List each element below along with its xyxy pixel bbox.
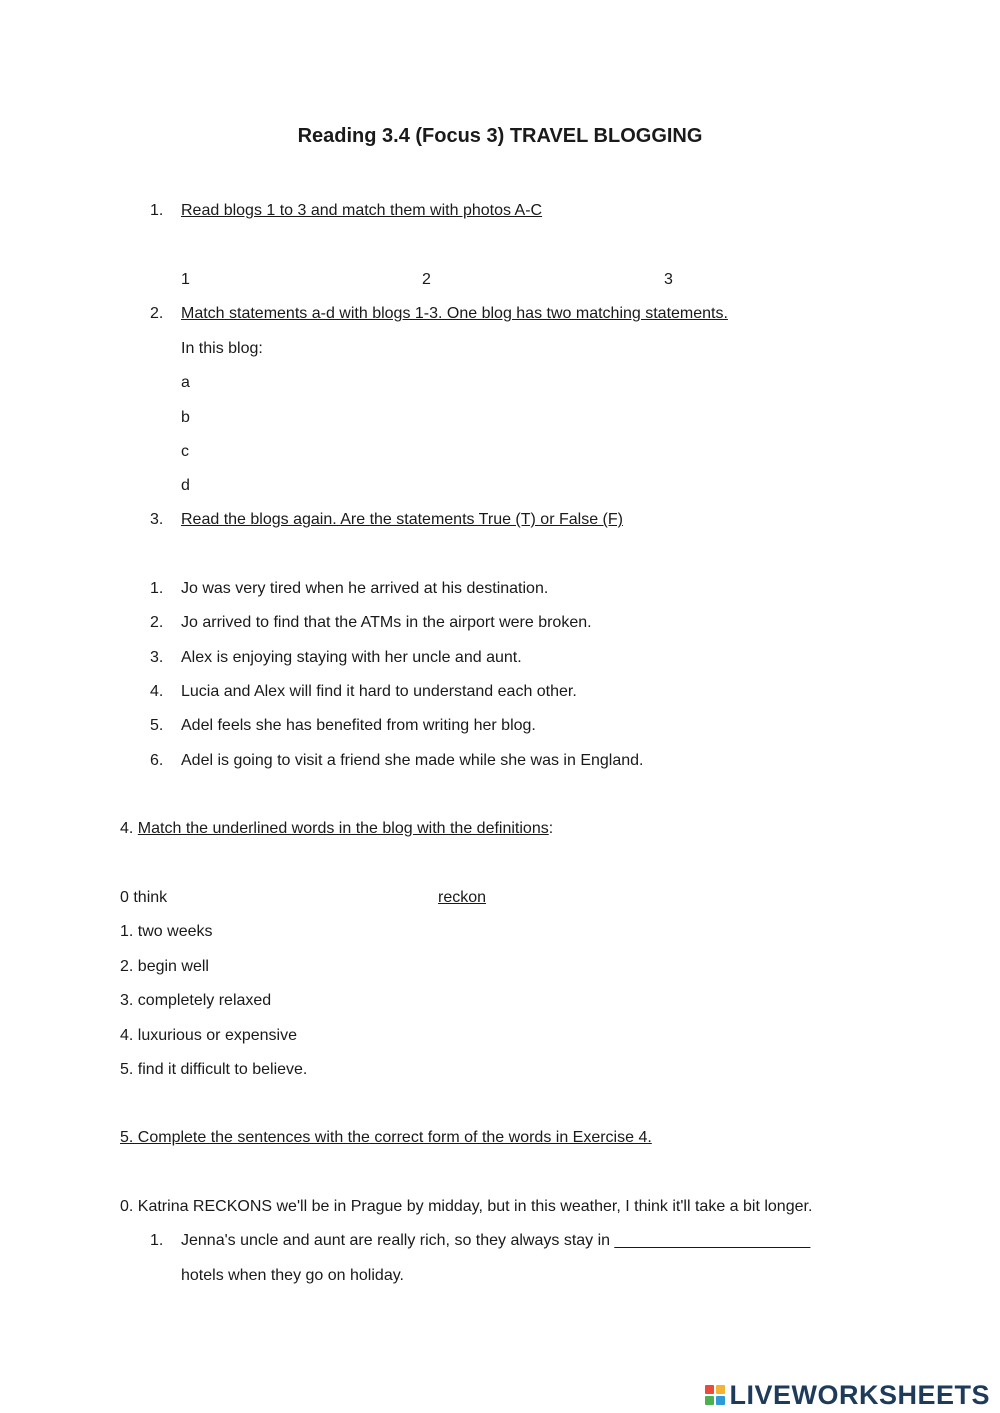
blank-label-2: 2 [422, 271, 431, 288]
exercise-1-number: 1. [150, 202, 164, 219]
exercise-5-instruction: 5. Complete the sentences with the correct form of the words in Exercise 4. [120, 1129, 652, 1146]
exercise-3-number: 3. [150, 511, 164, 528]
logo-square-icon [705, 1396, 714, 1405]
exercise-4-number: 4. [120, 820, 134, 837]
exercise-4-heading [120, 819, 553, 839]
sentence-item-line2: hotels when they go on holiday. [181, 1267, 404, 1284]
tf-statement: Alex is enjoying staying with her uncle and aunt. [181, 649, 522, 666]
statement-letter-b: b [181, 409, 190, 426]
tf-statement: Adel is going to visit a friend she made while she was in England. [181, 752, 644, 769]
tf-statement: Jo was very tired when he arrived at his destination. [181, 580, 549, 597]
tf-item-number: 4. [150, 683, 164, 700]
tf-item-number: 6. [150, 752, 164, 769]
exercise-1-instruction: Read blogs 1 to 3 and match them with photos A-C [181, 202, 543, 219]
brand-logo[interactable] [705, 1380, 990, 1410]
exercise-2-number: 2. [150, 305, 164, 322]
tf-item-number: 3. [150, 649, 164, 666]
tf-statement: Adel feels she has benefited from writing her blog. [181, 717, 536, 734]
tf-statement: Jo arrived to find that the ATMs in the airport were broken. [181, 614, 592, 631]
tf-item-number: 5. [150, 717, 164, 734]
exercise-2-instruction: Match statements a-d with blogs 1-3. One blog has two matching statements. [181, 305, 728, 322]
logo-square-icon [716, 1396, 725, 1405]
tf-statement: Lucia and Alex will find it hard to understand each other. [181, 683, 577, 700]
blank-label-3: 3 [664, 271, 673, 288]
definition-item: 4. luxurious or expensive [120, 1027, 297, 1044]
definition-item: 2. begin well [120, 958, 209, 975]
definition-example-answer: reckon [438, 889, 487, 906]
sentence-item-line1: Jenna's uncle and aunt are really rich, so they always stay in ______________________ [181, 1232, 811, 1249]
page-title: Reading 3.4 (Focus 3) TRAVEL BLOGGING [297, 125, 703, 147]
logo-square-icon [716, 1385, 725, 1394]
statement-letter-c: c [181, 443, 189, 460]
tf-item-number: 1. [150, 580, 164, 597]
logo-square-icon [705, 1385, 714, 1394]
exercise-4-colon: : [548, 820, 554, 837]
exercise-3-instruction: Read the blogs again. Are the statements True (T) or False (F) [181, 511, 623, 528]
blank-label-1: 1 [181, 271, 190, 288]
logo-mark-icon [705, 1385, 725, 1405]
logo-text: LIVEWORKSHEETS [729, 1380, 990, 1410]
statement-letter-a: a [181, 374, 190, 391]
tf-item-number: 2. [150, 614, 164, 631]
definition-item: 1. two weeks [120, 923, 213, 940]
sentence-item-number: 1. [150, 1232, 164, 1249]
exercise-2-lead: In this blog: [181, 340, 263, 357]
definition-item: 3. completely relaxed [120, 992, 272, 1009]
exercise-4-instruction: Match the underlined words in the blog with the definitions [137, 820, 549, 837]
statement-letter-d: d [181, 477, 190, 494]
definition-item: 5. find it difficult to believe. [120, 1061, 308, 1078]
exercise-5-example: 0. Katrina RECKONS we'll be in Prague by midday, but in this weather, I think it'll take a bit longer. [120, 1198, 813, 1215]
definition-example: 0 think [120, 889, 168, 906]
